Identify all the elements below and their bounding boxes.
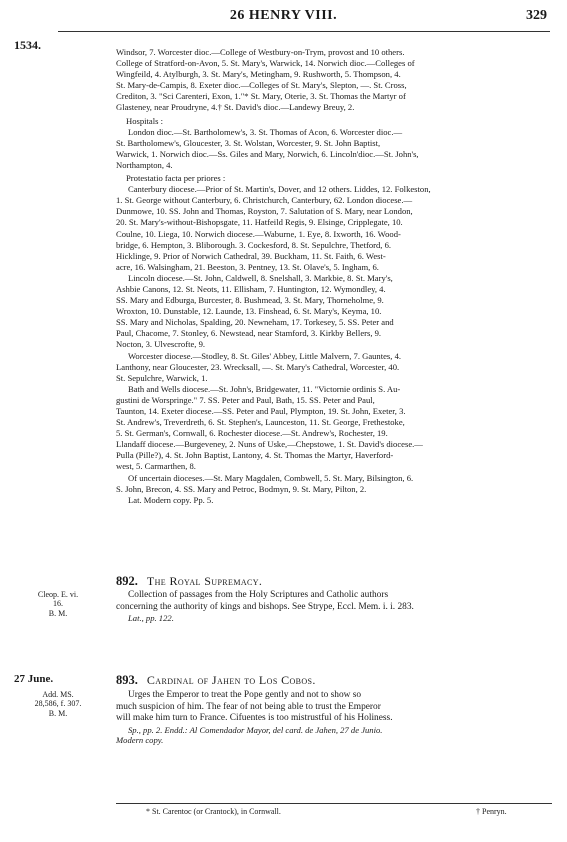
footnote-rule (116, 803, 552, 804)
body-line: Warwick, 1. Norwich dioc.—Ss. Giles and Mary, Norwich, 6. Lincoln'dioc.—St. John's, (116, 148, 419, 159)
source-line: 28,586, f. 307. (34, 699, 82, 709)
body-line: Llandaff diocese.—Burgeveney, 2. Nuns of Uske,—Chepstowe, 1. St. David's diocese.— (116, 439, 423, 450)
source-line: 16. (53, 599, 63, 609)
body-line: SS. Mary and Edburga, Burcester, 8. Bushmead, 3. St. Mary, Thorneholme, 9. (116, 295, 384, 306)
body-line: Hospitals : (126, 115, 164, 126)
body-line: Hicklinge, 9. Prior of Norwich Cathedral, 39. Buckham, 11. St. Faith, 6. West- (116, 250, 386, 261)
source-line: B. M. (48, 608, 68, 618)
body-line: gustini de Worspringe." 7. SS. Peter and Paul, Bath, 15. SS. Peter and Paul, (116, 394, 375, 405)
entry-893-source (8, 690, 108, 718)
body-line: Pulla (Pille?), 4. St. John Baptist, Lantony, 4. St. Thomas the Martyr, Haverford- (116, 450, 394, 461)
body-line: Glasteney, near Proudryne, 4.† St. David's dioc.—Landewy Breuy, 2. (116, 102, 355, 113)
body-line: Coulne, 10. Liega, 10. Norwich diocese.—Waburne, 1. Eye, 8. Ixworth, 16. Wood- (116, 228, 401, 239)
body-line: Of uncertain dioceses.—St. Mary Magdalen, Combwell, 5. St. Mary, Bilsington, 6. (128, 472, 414, 483)
entry-893-date: 27 June. (14, 673, 54, 685)
body-line: Protestatio facta per priores : (126, 173, 226, 184)
body-line: acre, 16. Walsingham, 21. Beeston, 3. Pentney, 13. St. Olave's, 5. Ingham, 6. (116, 261, 379, 272)
body-line: bridge, 6. Hempton, 3. Bliborough. 3. Cockesford, 8. St. Sepulchre, Thetford, 6. (116, 239, 392, 250)
body-line: S. John, Brecon, 4. SS. Mary and Petroc, Bodmyn, 9. St. Mary, Pilton, 2. (116, 483, 367, 494)
page-number: 329 (526, 8, 547, 23)
margin-year: 1534. (14, 38, 41, 52)
body-line: much suspicion of him. The fear of not being able to trust the Emperor (116, 701, 381, 712)
body-line: Crediton, 3. "Sci Carenteri, Exon, 1."* St. Mary, Oterie, 3. St. Thomas the Martyr of (116, 91, 406, 102)
body-line: Lanthony, near Gloucester, 23. Wrecksall, —. St. Mary's Cathedral, Worcester, 40. (116, 361, 400, 372)
entry-title: The Royal Supremacy. (146, 574, 263, 588)
entry-892-source (8, 590, 108, 618)
source-line: Add. MS. (42, 690, 74, 699)
source-line: B. M. (48, 708, 68, 718)
body-line: St. Andrew's, Treverdreth, 6. St. Stephen's, Launceston, 11. St. George, Frethestoke, (116, 417, 405, 428)
source-line: Cleop. E. vi. (37, 590, 79, 599)
entry-893-heading (116, 673, 316, 688)
body-line: Modern copy. (116, 735, 164, 746)
body-line: St. Mary-de-Campis, 8. Exeter dioc.—Colleges of St. Mary's, Slepton, —. St. Cross, (116, 80, 407, 91)
body-line: Lat., pp. 122. (128, 613, 174, 624)
entry-number: 893. (116, 673, 138, 687)
footnote: † Penryn. (476, 807, 507, 816)
body-line: will make him turn to France. Cifuentes is too mistrustful of his Holiness. (116, 713, 393, 724)
body-line: 1. St. George without Canterbury, 6. Christchurch, Canterbury, 62. London diocese.— (116, 195, 413, 206)
body-line: Taunton, 14. Exeter diocese.—SS. Peter and Paul, Plympton, 19. St. John, Exeter, 3. (116, 406, 406, 416)
body-line: Ashbie Canons, 12. St. Neots, 11. Ellisham, 7. Huntington, 12. Wymondley, 4. (116, 283, 386, 294)
body-line: Wroxton, 10. Dunstable, 12. Launde, 13. Finshead, 6. St. Mary's, Keyma, 10. (116, 306, 382, 317)
entry-title: Cardinal of Jahen to Los Cobos. (146, 673, 316, 687)
body-line: Lincoln diocese.—St. John, Caldwell, 8. Snelshall, 3. Markbie, 8. St. Mary's, (128, 272, 393, 283)
running-head: 26 HENRY VIII. (229, 8, 338, 23)
entry-893-body (116, 690, 552, 746)
entry-892-heading (116, 574, 262, 589)
body-line: College of Stratford-on-Avon, 5. St. Mary's, Warwick, 14. Norwich dioc.—Colleges of (116, 58, 415, 69)
body-line: Windsor, 7. Worcester dioc.—College of Westbury-on-Trym, provost and 10 others. (116, 47, 405, 57)
body-line: St. Bartholomew's, Gloucester, 3. St. Wolstan, Worcester, 9. St. John Baptist, (116, 137, 381, 148)
body-line: Collection of passages from the Holy Scriptures and Catholic authors (128, 590, 389, 600)
entry-891-continuation (116, 47, 552, 506)
entry-number: 892. (116, 574, 138, 588)
body-line: Sp., pp. 2. Endd.: Al Comendador Mayor, del card. de Jahen, 27 de Junio. (128, 724, 383, 735)
body-line: Dunmowe, 10. SS. John and Thomas, Royston, 7. Salutation of S. Mary, near London, (116, 206, 413, 217)
footnote: * St. Carentoc (or Crantock), in Cornwall. (146, 807, 281, 816)
body-line: west, 5. Carmarthen, 8. (116, 461, 196, 472)
body-line: Bath and Wells diocese.—St. John's, Bridgewater, 11. "Victornie ordinis S. Au- (128, 383, 401, 394)
body-line: Northampton, 4. (116, 159, 173, 170)
body-line: St. Sepulchre, Warwick, 1. (116, 372, 208, 383)
entry-892-body (116, 590, 552, 624)
body-line: Canterbury diocese.—Prior of St. Martin's, Dover, and 12 others. Liddes, 12. Folkeston, (128, 184, 431, 195)
body-line: London dioc.—St. Bartholomew's, 3. St. Thomas of Acon, 6. Worcester dioc.— (128, 126, 403, 137)
body-line: Nocton, 3. Ulvescrofte, 9. (116, 339, 206, 350)
body-line: 5. St. German's, Cornwall, 6. Rochester diocese.—St. Andrew's, Rochester, 19. (116, 428, 388, 439)
body-line: SS. Mary and Nicholas, Spalding, 20. Newneham, 17. Torkesey, 5. SS. Peter and (116, 317, 394, 328)
body-line: Lat. Modern copy. Pp. 5. (128, 494, 214, 505)
body-line: Wingfeild, 4. Atylburgh, 3. St. Mary's, Metingham, 9. Rushworth, 5. Thompson, 4. (116, 69, 401, 80)
body-line: concerning the authority of kings and bishops. See Strype, Eccl. Mem. i. i. 283. (116, 601, 414, 612)
body-line: Urges the Emperor to treat the Pope gently and not to show so (128, 690, 362, 700)
body-line: Worcester diocese.—Stodley, 8. St. Giles' Abbey, Little Malvern, 7. Gauntes, 4. (128, 350, 402, 361)
body-line: Paul, Chacome, 7. Stonley, 6. Newstead, near Stamford, 3. Kirkby Bellers, 9. (116, 328, 382, 339)
body-line: 20. St. Mary's-without-Bishopsgate, 11. Hatfeild Regis, 9. Elsinge, Cripplegate, 10. (116, 217, 403, 228)
header-rule (58, 31, 550, 32)
